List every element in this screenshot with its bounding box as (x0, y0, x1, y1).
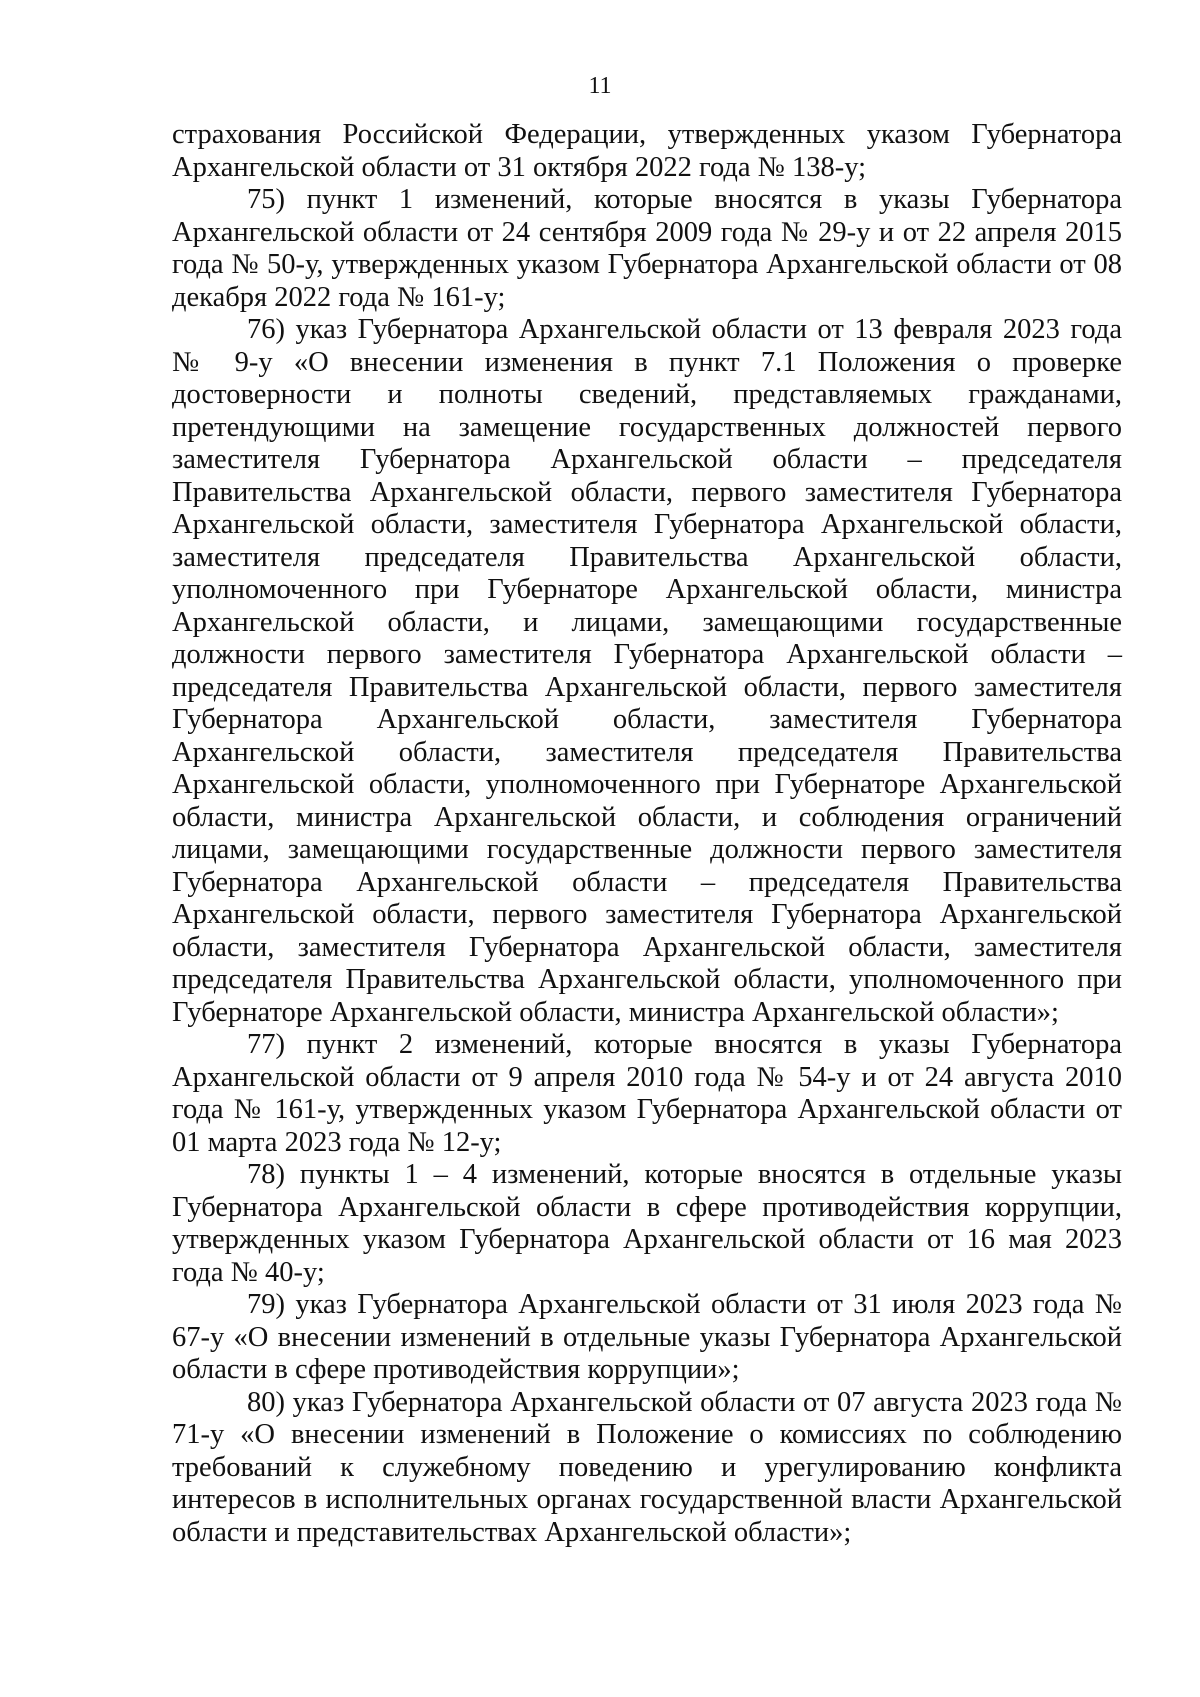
document-body (172, 119, 1122, 1549)
page-number: 11 (588, 73, 612, 99)
paragraph-item-80: 80) указ Губернатора Архангельской области от 07 августа 2023 года № 71-у «О внесении изменений в Положение о комиссиях по соблюдению требований к служебному поведению и урегулированию конфликта интересов в исполнительных органах государственной власти Архангельской области и представительствах Архангельской области»; (172, 1386, 1122, 1548)
paragraph-item-77: 77) пункт 2 изменений, которые вносятся в указы Губернатора Архангельской области от 9 апреля 2010 года № 54-у и от 24 августа 2010 года № 161-у, утвержденных указом Губернатора Архангельской области от 01 марта 2023 года № 12-у; (172, 1029, 1122, 1158)
paragraph-item-75: 75) пункт 1 изменений, которые вносятся в указы Губернатора Архангельской области от 24 сентября 2009 года № 29-у и от 22 апреля 2015 года № 50-у, утвержденных указом Губернатора Архангельской области от 08 декабря 2022 года № 161-у; (172, 184, 1122, 313)
paragraph-item-76: 76) указ Губернатора Архангельской области от 13 февраля 2023 года № 9-у «О внесении изменения в пункт 7.1 Положения о проверке достоверности и полноты сведений, представляемых гражданами, претендующими на замещение государственных должностей первого заместителя Губернатора Архангельской области – председателя Правительства Архангельской области, первого заместителя Губернатора Архангельской области, заместителя Губернатора Архангельской области, заместителя председателя Правительства Архангельской области, уполномоченного при Губернаторе Архангельской области, министра Архангельской области, и лицами, замещающими государственные должности первого заместителя Губернатора Архангельской области – председателя Правительства Архангельской области, первого заместителя Губернатора Архангельской области, заместителя Губернатора Архангельской области, заместителя председателя Правительства Архангельской области, уполномоченного при Губернаторе Архангельской области, министра Архангельской области, и соблюдения ограничений лицами, замещающими государственные должности первого заместителя Губернатора Архангельской области – председателя Правительства Архангельской области, первого заместителя Губернатора Архангельской области, заместителя Губернатора Архангельской области, заместителя председателя Правительства Архангельской области, уполномоченного при Губернаторе Архангельской области, министра Архангельской области»; (172, 314, 1122, 1028)
paragraph-item-78: 78) пункты 1 – 4 изменений, которые вносятся в отдельные указы Губернатора Архангельской области в сфере противодействия коррупции, утвержденных указом Губернатора Архангельской области от 16 мая 2023 года № 40-у; (172, 1159, 1122, 1288)
paragraph-continuation: страхования Российской Федерации, утвержденных указом Губернатора Архангельской области от 31 октября 2022 года № 138-у; (172, 119, 1122, 183)
paragraph-item-79: 79) указ Губернатора Архангельской области от 31 июля 2023 года № 67-у «О внесении изменений в отдельные указы Губернатора Архангельской области в сфере противодействия коррупции»; (172, 1289, 1122, 1385)
